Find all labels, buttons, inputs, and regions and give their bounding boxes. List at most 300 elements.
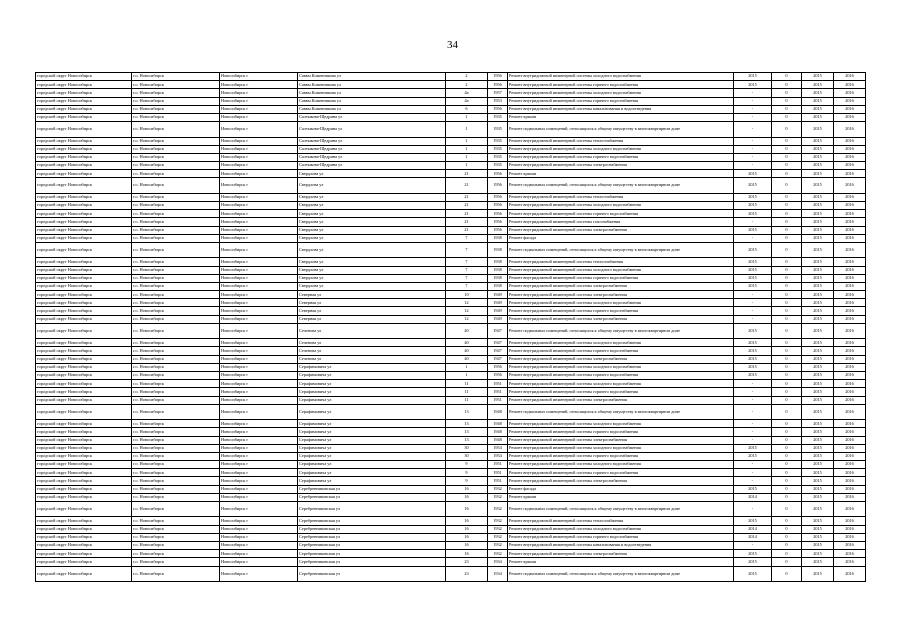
district-cell: г.о. Новосибирск: [132, 428, 220, 436]
year-built-cell: 1949: [488, 315, 508, 323]
street-cell: Сеченова ул: [298, 347, 446, 355]
year-built-cell: 1948: [488, 404, 508, 419]
house-cell: 7: [446, 266, 488, 274]
last-repair-year-cell: 2015: [734, 485, 772, 493]
cost-cell: 0: [772, 485, 802, 493]
district-cell: г.о. Новосибирск: [132, 282, 220, 290]
table-row: [36, 380, 866, 388]
plan-start-year-cell: 2015: [802, 533, 834, 541]
municipality-cell: городской округ Новосибирск: [36, 234, 132, 242]
year-built-cell: 1954: [488, 452, 508, 460]
table-row: [36, 234, 866, 242]
street-cell: Сеченова ул: [298, 323, 446, 338]
street-cell: Серафимовича ул: [298, 404, 446, 419]
house-cell: 1: [446, 162, 488, 170]
plan-start-year-cell: 2015: [802, 550, 834, 558]
city-cell: Новосибирск г: [220, 162, 298, 170]
plan-start-year-cell: 2015: [802, 291, 834, 299]
municipality-cell: городской округ Новосибирск: [36, 477, 132, 485]
year-built-cell: 1956: [488, 372, 508, 380]
street-cell: Свердлова ул: [298, 242, 446, 257]
plan-start-year-cell: 2015: [802, 517, 834, 525]
plan-start-year-cell: 2015: [802, 461, 834, 469]
plan-end-year-cell: 2016: [834, 122, 866, 137]
house-cell: 40: [446, 339, 488, 347]
house-cell: 1: [446, 145, 488, 153]
city-cell: Новосибирск г: [220, 541, 298, 549]
city-cell: Новосибирск г: [220, 566, 298, 581]
cost-cell: 0: [772, 525, 802, 533]
last-repair-year-cell: 2015: [734, 363, 772, 371]
district-cell: г.о. Новосибирск: [132, 469, 220, 477]
plan-start-year-cell: 2015: [802, 452, 834, 460]
table-row: [36, 274, 866, 282]
district-cell: г.о. Новосибирск: [132, 105, 220, 113]
table-row: [36, 210, 866, 218]
plan-end-year-cell: 2016: [834, 372, 866, 380]
district-cell: г.о. Новосибирск: [132, 461, 220, 469]
city-cell: Новосибирск г: [220, 242, 298, 257]
work-type-cell: Ремонт подвальных помещений, относящихся к общему имуществу в многоквартирном доме: [508, 566, 734, 581]
table-row: [36, 137, 866, 145]
house-cell: 11: [446, 380, 488, 388]
work-type-cell: Ремонт внутридомовой инженерной системы горячего водоснабжения: [508, 274, 734, 282]
cost-cell: 0: [772, 242, 802, 257]
municipality-cell: городской округ Новосибирск: [36, 347, 132, 355]
work-type-cell: Ремонт внутридомовой инженерной системы горячего водоснабжения: [508, 307, 734, 315]
work-type-cell: Ремонт внутридомовой инженерной системы холодного водоснабжения: [508, 299, 734, 307]
year-built-cell: 1938: [488, 282, 508, 290]
city-cell: Новосибирск г: [220, 234, 298, 242]
city-cell: Новосибирск г: [220, 210, 298, 218]
plan-end-year-cell: 2016: [834, 566, 866, 581]
city-cell: Новосибирск г: [220, 355, 298, 363]
year-built-cell: 1956: [488, 73, 508, 81]
municipality-cell: городской округ Новосибирск: [36, 73, 132, 81]
house-cell: 4а: [446, 89, 488, 97]
cost-cell: 0: [772, 162, 802, 170]
district-cell: г.о. Новосибирск: [132, 541, 220, 549]
municipality-cell: городской округ Новосибирск: [36, 380, 132, 388]
street-cell: Серафимовича ул: [298, 461, 446, 469]
house-cell: 7: [446, 242, 488, 257]
cost-cell: 0: [772, 105, 802, 113]
street-cell: Серебренниковская ул: [298, 525, 446, 533]
plan-start-year-cell: 2015: [802, 258, 834, 266]
city-cell: Новосибирск г: [220, 461, 298, 469]
work-type-cell: Ремонт внутридомовой инженерной системы холодного водоснабжения: [508, 266, 734, 274]
street-cell: Сеченова ул: [298, 355, 446, 363]
work-type-cell: Ремонт подвальных помещений, относящихся к общему имуществу в многоквартирном доме: [508, 502, 734, 517]
year-built-cell: 1951: [488, 477, 508, 485]
municipality-cell: городской округ Новосибирск: [36, 162, 132, 170]
last-repair-year-cell: 2015: [734, 282, 772, 290]
cost-cell: 0: [772, 266, 802, 274]
city-cell: Новосибирск г: [220, 89, 298, 97]
table-row: [36, 502, 866, 517]
table-row: [36, 81, 866, 89]
cost-cell: 0: [772, 541, 802, 549]
district-cell: г.о. Новосибирск: [132, 436, 220, 444]
house-cell: 9: [446, 461, 488, 469]
plan-start-year-cell: 2015: [802, 363, 834, 371]
district-cell: г.о. Новосибирск: [132, 113, 220, 121]
table-row: [36, 105, 866, 113]
year-built-cell: 1956: [488, 218, 508, 226]
city-cell: Новосибирск г: [220, 258, 298, 266]
plan-end-year-cell: 2016: [834, 461, 866, 469]
year-built-cell: 1956: [488, 202, 508, 210]
last-repair-year-cell: 2015: [734, 73, 772, 81]
district-cell: г.о. Новосибирск: [132, 502, 220, 517]
district-cell: г.о. Новосибирск: [132, 372, 220, 380]
city-cell: Новосибирск г: [220, 315, 298, 323]
municipality-cell: городской округ Новосибирск: [36, 113, 132, 121]
work-type-cell: Ремонт внутридомовой инженерной системы холодного водоснабжения: [508, 202, 734, 210]
table-row: [36, 242, 866, 257]
city-cell: Новосибирск г: [220, 477, 298, 485]
table-row: [36, 113, 866, 121]
year-built-cell: 1947: [488, 323, 508, 338]
plan-start-year-cell: 2015: [802, 404, 834, 419]
last-repair-year-cell: -: [734, 541, 772, 549]
district-cell: г.о. Новосибирск: [132, 550, 220, 558]
plan-start-year-cell: 2015: [802, 566, 834, 581]
work-type-cell: Ремонт внутридомовой инженерной системы холодного водоснабжения: [508, 380, 734, 388]
last-repair-year-cell: 2015: [734, 339, 772, 347]
table-row: [36, 541, 866, 549]
last-repair-year-cell: 2015: [734, 274, 772, 282]
house-cell: 1: [446, 153, 488, 161]
last-repair-year-cell: -: [734, 153, 772, 161]
municipality-cell: городской округ Новосибирск: [36, 533, 132, 541]
work-type-cell: Ремонт внутридомовой инженерной системы теплоснабжения: [508, 517, 734, 525]
cost-cell: 0: [772, 145, 802, 153]
house-cell: 7: [446, 258, 488, 266]
cost-cell: 0: [772, 291, 802, 299]
street-cell: Серебренниковская ул: [298, 558, 446, 566]
municipality-cell: городской округ Новосибирск: [36, 525, 132, 533]
work-type-cell: Ремонт внутридомовой инженерной системы горячего водоснабжения: [508, 81, 734, 89]
house-cell: 10: [446, 291, 488, 299]
plan-end-year-cell: 2016: [834, 428, 866, 436]
street-cell: Серафимовича ул: [298, 396, 446, 404]
work-type-cell: Ремонт крыши: [508, 113, 734, 121]
cost-cell: 0: [772, 461, 802, 469]
street-cell: Салтыкова-Щедрина ул: [298, 145, 446, 153]
cost-cell: 0: [772, 258, 802, 266]
plan-start-year-cell: 2015: [802, 178, 834, 193]
city-cell: Новосибирск г: [220, 178, 298, 193]
work-type-cell: Ремонт внутридомовой инженерной системы холодного водоснабжения: [508, 444, 734, 452]
plan-end-year-cell: 2016: [834, 274, 866, 282]
street-cell: Свердлова ул: [298, 210, 446, 218]
last-repair-year-cell: 2015: [734, 452, 772, 460]
municipality-cell: городской округ Новосибирск: [36, 291, 132, 299]
district-cell: г.о. Новосибирск: [132, 234, 220, 242]
municipality-cell: городской округ Новосибирск: [36, 153, 132, 161]
work-type-cell: Ремонт внутридомовой инженерной системы канализования и водоотведения: [508, 105, 734, 113]
street-cell: Серебренниковская ул: [298, 566, 446, 581]
plan-start-year-cell: 2015: [802, 420, 834, 428]
table-row: [36, 291, 866, 299]
municipality-cell: городской округ Новосибирск: [36, 461, 132, 469]
district-cell: г.о. Новосибирск: [132, 266, 220, 274]
year-built-cell: 1934: [488, 566, 508, 581]
plan-end-year-cell: 2016: [834, 193, 866, 201]
year-built-cell: 1951: [488, 380, 508, 388]
year-built-cell: 1938: [488, 234, 508, 242]
work-type-cell: Ремонт внутридомовой инженерной системы горячего водоснабжения: [508, 210, 734, 218]
plan-start-year-cell: 2015: [802, 444, 834, 452]
last-repair-year-cell: -: [734, 145, 772, 153]
plan-end-year-cell: 2016: [834, 315, 866, 323]
work-type-cell: Ремонт внутридомовой инженерной системы канализования и водоотведения: [508, 541, 734, 549]
plan-start-year-cell: 2015: [802, 162, 834, 170]
last-repair-year-cell: -: [734, 420, 772, 428]
cost-cell: 0: [772, 113, 802, 121]
city-cell: Новосибирск г: [220, 202, 298, 210]
plan-end-year-cell: 2016: [834, 347, 866, 355]
district-cell: г.о. Новосибирск: [132, 493, 220, 501]
city-cell: Новосибирск г: [220, 444, 298, 452]
house-cell: 21: [446, 170, 488, 178]
plan-end-year-cell: 2016: [834, 323, 866, 338]
municipality-cell: городской округ Новосибирск: [36, 242, 132, 257]
last-repair-year-cell: 2015: [734, 566, 772, 581]
table-row: [36, 525, 866, 533]
last-repair-year-cell: 2015: [734, 226, 772, 234]
table-row: [36, 485, 866, 493]
plan-end-year-cell: 2016: [834, 153, 866, 161]
table-row: [36, 323, 866, 338]
plan-start-year-cell: 2015: [802, 266, 834, 274]
house-cell: 9: [446, 477, 488, 485]
district-cell: г.о. Новосибирск: [132, 307, 220, 315]
plan-start-year-cell: 2015: [802, 469, 834, 477]
work-type-cell: Ремонт подвальных помещений, относящихся к общему имуществу в многоквартирном доме: [508, 404, 734, 419]
table-row: [36, 202, 866, 210]
plan-end-year-cell: 2016: [834, 97, 866, 105]
house-cell: 21: [446, 210, 488, 218]
plan-end-year-cell: 2016: [834, 89, 866, 97]
year-built-cell: 1949: [488, 307, 508, 315]
plan-end-year-cell: 2016: [834, 145, 866, 153]
municipality-cell: городской округ Новосибирск: [36, 170, 132, 178]
district-cell: г.о. Новосибирск: [132, 299, 220, 307]
plan-end-year-cell: 2016: [834, 307, 866, 315]
plan-start-year-cell: 2015: [802, 73, 834, 81]
cost-cell: 0: [772, 170, 802, 178]
house-cell: 12: [446, 315, 488, 323]
cost-cell: 0: [772, 137, 802, 145]
last-repair-year-cell: -: [734, 162, 772, 170]
street-cell: Саввы Кожевникова ул: [298, 81, 446, 89]
plan-start-year-cell: 2015: [802, 315, 834, 323]
street-cell: Салтыкова-Щедрина ул: [298, 162, 446, 170]
table-row: [36, 420, 866, 428]
house-cell: 6: [446, 105, 488, 113]
house-cell: 4а: [446, 97, 488, 105]
table-row: [36, 178, 866, 193]
plan-start-year-cell: 2015: [802, 218, 834, 226]
plan-start-year-cell: 2015: [802, 299, 834, 307]
year-built-cell: 1956: [488, 105, 508, 113]
district-cell: г.о. Новосибирск: [132, 347, 220, 355]
plan-end-year-cell: 2016: [834, 380, 866, 388]
plan-end-year-cell: 2016: [834, 113, 866, 121]
city-cell: Новосибирск г: [220, 404, 298, 419]
plan-start-year-cell: 2015: [802, 380, 834, 388]
city-cell: Новосибирск г: [220, 105, 298, 113]
street-cell: Салтыкова-Щедрина ул: [298, 153, 446, 161]
table-row: [36, 363, 866, 371]
plan-end-year-cell: 2016: [834, 242, 866, 257]
year-built-cell: 1954: [488, 444, 508, 452]
year-built-cell: 1935: [488, 122, 508, 137]
plan-end-year-cell: 2016: [834, 355, 866, 363]
table-row: [36, 469, 866, 477]
plan-end-year-cell: 2016: [834, 558, 866, 566]
municipality-cell: городской округ Новосибирск: [36, 258, 132, 266]
municipality-cell: городской округ Новосибирск: [36, 420, 132, 428]
house-cell: 21: [446, 193, 488, 201]
work-type-cell: Ремонт внутридомовой инженерной системы холодного водоснабжения: [508, 145, 734, 153]
plan-end-year-cell: 2016: [834, 533, 866, 541]
plan-start-year-cell: 2015: [802, 122, 834, 137]
house-cell: 2: [446, 73, 488, 81]
street-cell: Салтыкова-Щедрина ул: [298, 113, 446, 121]
municipality-cell: городской округ Новосибирск: [36, 282, 132, 290]
street-cell: Свердлова ул: [298, 202, 446, 210]
table-row: [36, 153, 866, 161]
table-row: [36, 517, 866, 525]
table-row: [36, 89, 866, 97]
cost-cell: 0: [772, 355, 802, 363]
year-built-cell: 1951: [488, 461, 508, 469]
street-cell: Серафимовича ул: [298, 444, 446, 452]
last-repair-year-cell: 2015: [734, 178, 772, 193]
last-repair-year-cell: 2015: [734, 242, 772, 257]
plan-start-year-cell: 2015: [802, 89, 834, 97]
year-built-cell: 1935: [488, 162, 508, 170]
last-repair-year-cell: -: [734, 396, 772, 404]
street-cell: Северная ул: [298, 299, 446, 307]
year-built-cell: 1932: [488, 550, 508, 558]
page-number: 34: [447, 39, 458, 51]
year-built-cell: 1935: [488, 137, 508, 145]
plan-end-year-cell: 2016: [834, 234, 866, 242]
plan-start-year-cell: 2015: [802, 493, 834, 501]
table-row: [36, 122, 866, 137]
plan-end-year-cell: 2016: [834, 170, 866, 178]
work-type-cell: Ремонт внутридомовой инженерной системы электроснабжения: [508, 477, 734, 485]
city-cell: Новосибирск г: [220, 525, 298, 533]
year-built-cell: 1938: [488, 274, 508, 282]
plan-end-year-cell: 2016: [834, 525, 866, 533]
house-cell: 16: [446, 493, 488, 501]
district-cell: г.о. Новосибирск: [132, 89, 220, 97]
street-cell: Свердлова ул: [298, 193, 446, 201]
table-row: [36, 444, 866, 452]
street-cell: Серафимовича ул: [298, 469, 446, 477]
house-cell: 21: [446, 226, 488, 234]
street-cell: Свердлова ул: [298, 234, 446, 242]
year-built-cell: 1938: [488, 266, 508, 274]
table-row: [36, 226, 866, 234]
street-cell: Серебренниковская ул: [298, 493, 446, 501]
municipality-cell: городской округ Новосибирск: [36, 566, 132, 581]
last-repair-year-cell: -: [734, 469, 772, 477]
plan-end-year-cell: 2016: [834, 137, 866, 145]
work-type-cell: Ремонт подвальных помещений, относящихся к общему имуществу в многоквартирном доме: [508, 178, 734, 193]
municipality-cell: городской округ Новосибирск: [36, 202, 132, 210]
last-repair-year-cell: 2014: [734, 525, 772, 533]
municipality-cell: городской округ Новосибирск: [36, 502, 132, 517]
cost-cell: 0: [772, 282, 802, 290]
street-cell: Серебренниковская ул: [298, 533, 446, 541]
plan-start-year-cell: 2015: [802, 558, 834, 566]
plan-start-year-cell: 2015: [802, 210, 834, 218]
last-repair-year-cell: -: [734, 89, 772, 97]
city-cell: Новосибирск г: [220, 436, 298, 444]
street-cell: Северная ул: [298, 315, 446, 323]
district-cell: г.о. Новосибирск: [132, 380, 220, 388]
year-built-cell: 1934: [488, 558, 508, 566]
house-cell: 30: [446, 452, 488, 460]
work-type-cell: Ремонт фасада: [508, 234, 734, 242]
street-cell: Салтыкова-Щедрина ул: [298, 137, 446, 145]
district-cell: г.о. Новосибирск: [132, 525, 220, 533]
table-row: [36, 97, 866, 105]
plan-start-year-cell: 2015: [802, 282, 834, 290]
plan-end-year-cell: 2016: [834, 550, 866, 558]
year-built-cell: 1956: [488, 178, 508, 193]
district-cell: г.о. Новосибирск: [132, 444, 220, 452]
plan-end-year-cell: 2016: [834, 178, 866, 193]
work-type-cell: Ремонт внутридомовой инженерной системы теплоснабжения: [508, 258, 734, 266]
table-row: [36, 372, 866, 380]
city-cell: Новосибирск г: [220, 113, 298, 121]
plan-start-year-cell: 2015: [802, 477, 834, 485]
year-built-cell: 1948: [488, 420, 508, 428]
table-row: [36, 436, 866, 444]
work-type-cell: Ремонт крыши: [508, 558, 734, 566]
cost-cell: 0: [772, 323, 802, 338]
district-cell: г.о. Новосибирск: [132, 274, 220, 282]
year-built-cell: 1948: [488, 428, 508, 436]
cost-cell: 0: [772, 436, 802, 444]
plan-start-year-cell: 2015: [802, 170, 834, 178]
cost-cell: 0: [772, 404, 802, 419]
street-cell: Свердлова ул: [298, 282, 446, 290]
district-cell: г.о. Новосибирск: [132, 210, 220, 218]
last-repair-year-cell: -: [734, 315, 772, 323]
city-cell: Новосибирск г: [220, 372, 298, 380]
street-cell: Серафимовича ул: [298, 428, 446, 436]
city-cell: Новосибирск г: [220, 266, 298, 274]
plan-end-year-cell: 2016: [834, 218, 866, 226]
cost-cell: 0: [772, 372, 802, 380]
table-row: [36, 558, 866, 566]
last-repair-year-cell: 2015: [734, 517, 772, 525]
municipality-cell: городской округ Новосибирск: [36, 396, 132, 404]
house-cell: 16: [446, 525, 488, 533]
municipality-cell: городской округ Новосибирск: [36, 493, 132, 501]
cost-cell: 0: [772, 226, 802, 234]
city-cell: Новосибирск г: [220, 145, 298, 153]
city-cell: Новосибирск г: [220, 97, 298, 105]
